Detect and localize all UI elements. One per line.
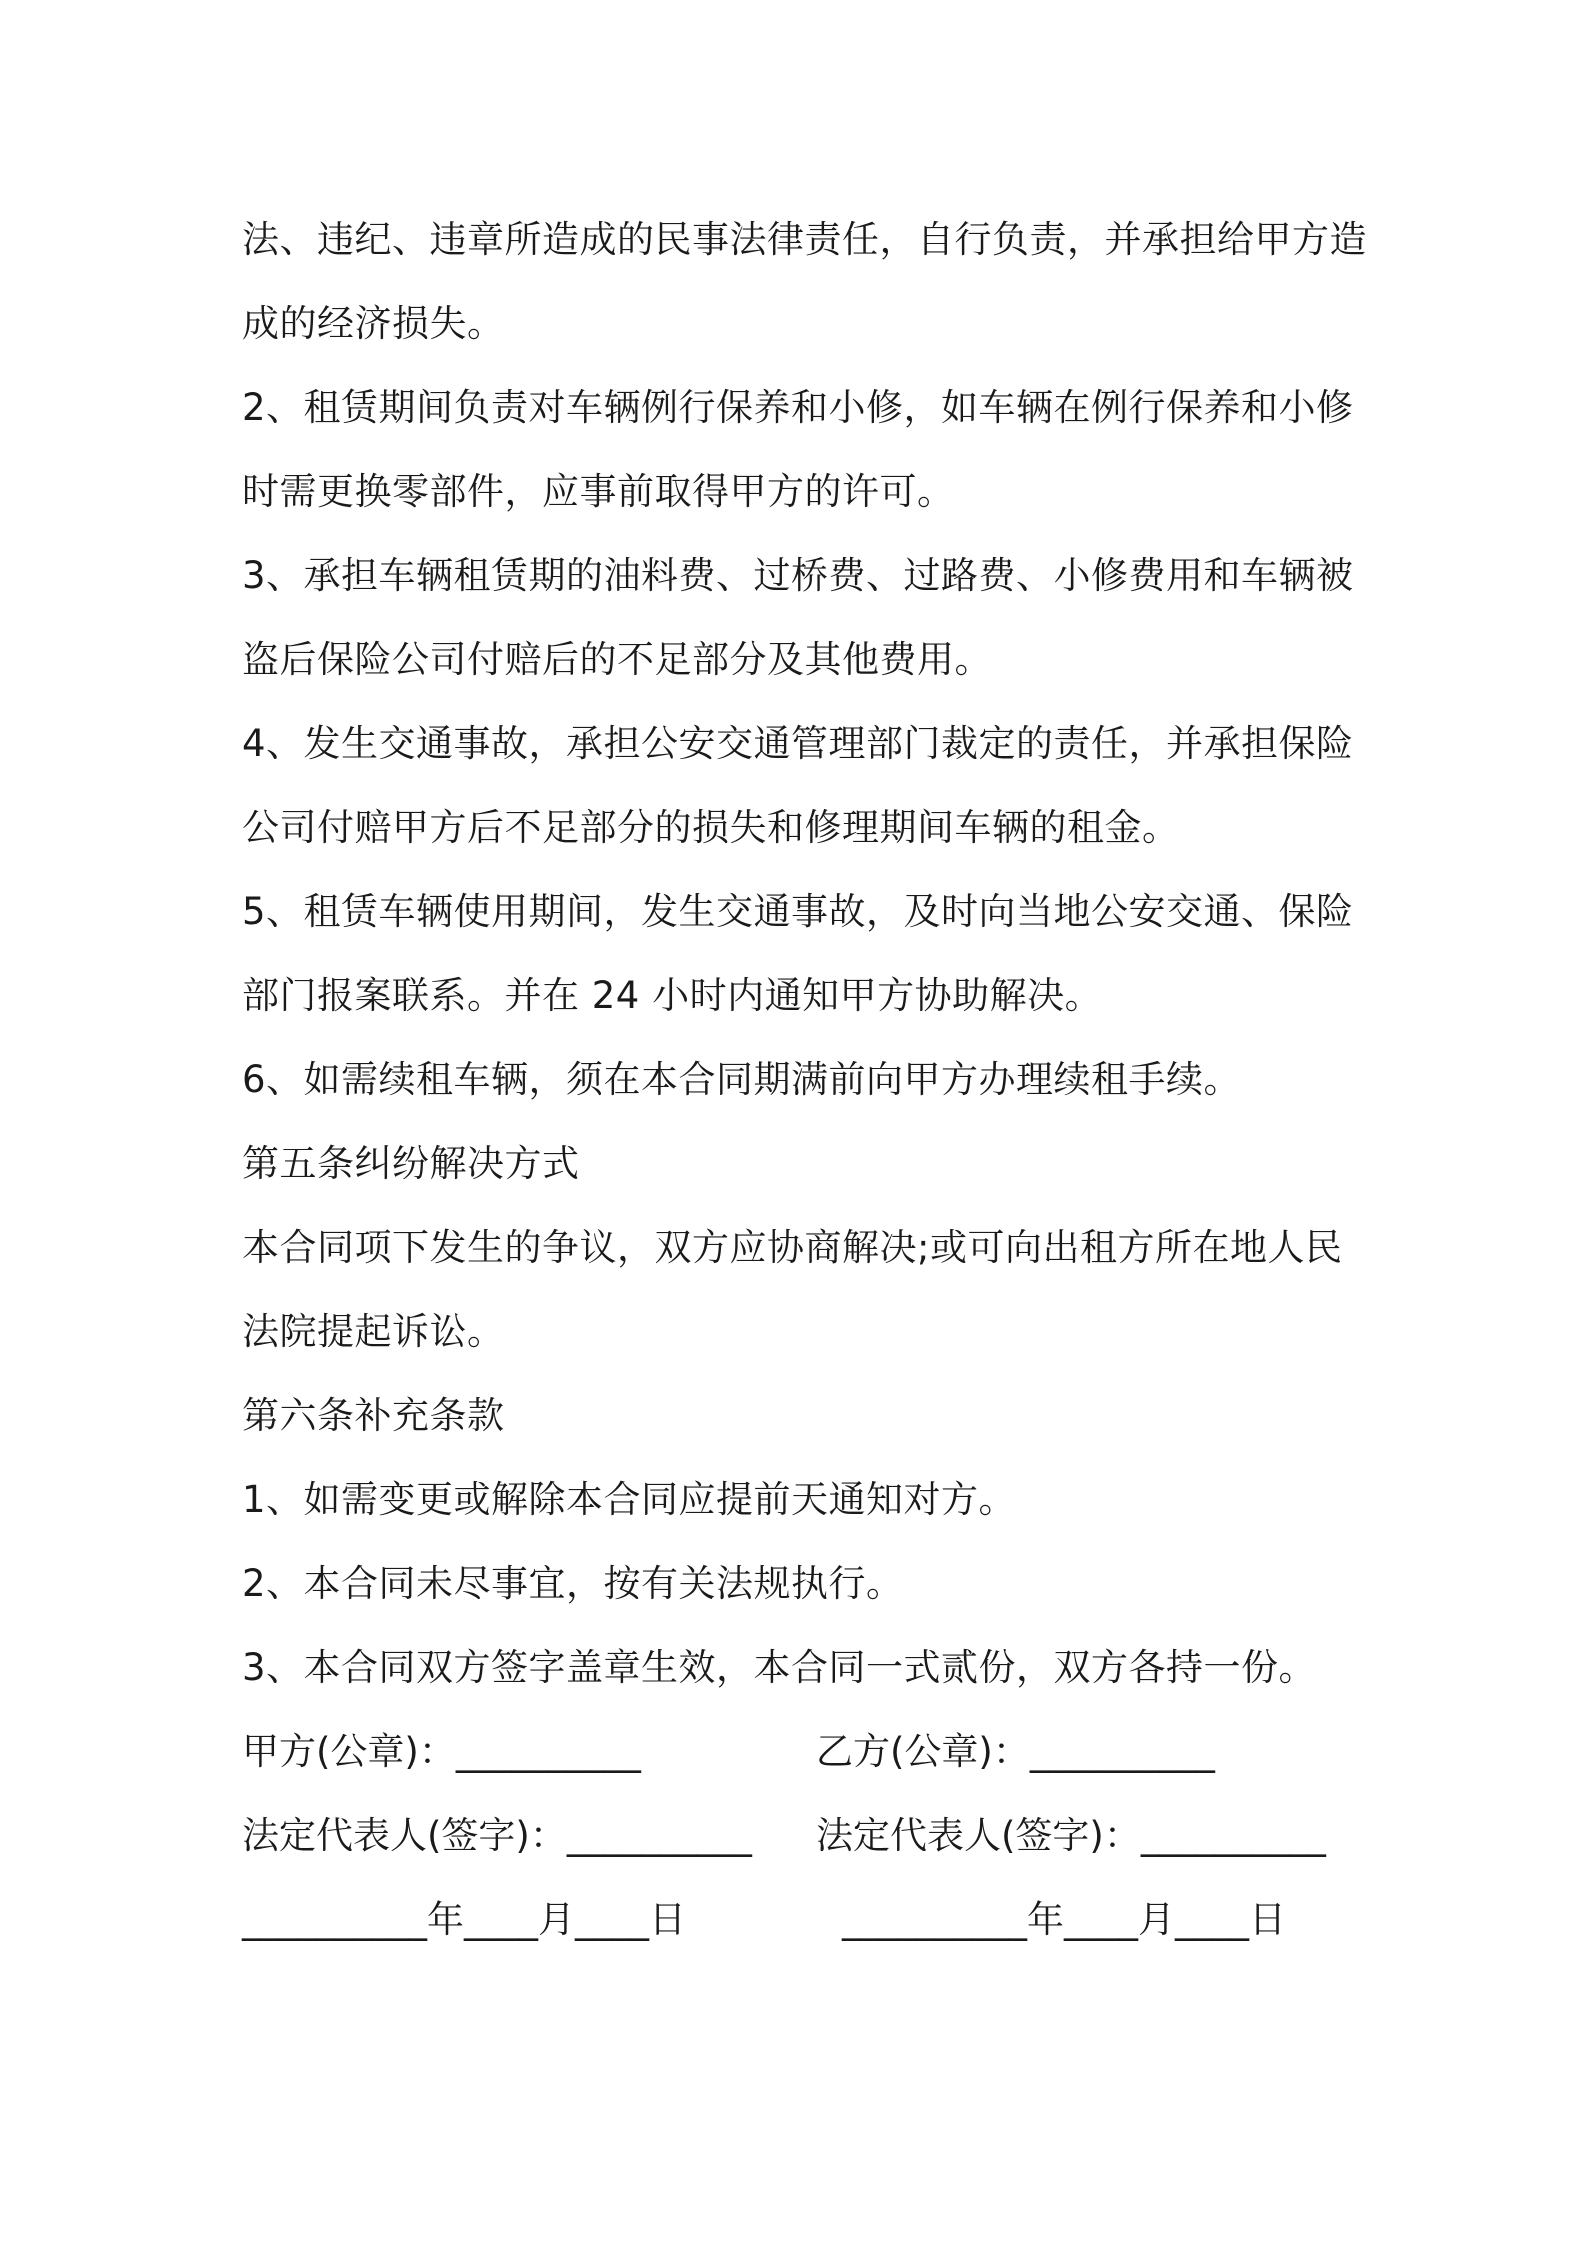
party-b-seal-field: 乙方(公章)：__________	[816, 1730, 1215, 1773]
paragraph-line: 法、违纪、违章所造成的民事法律责任，自行负责，并承担给甲方造	[242, 218, 1367, 261]
party-b-representative-field: 法定代表人(签字)：__________	[816, 1814, 1326, 1857]
paragraph-line: 本合同项下发生的争议，双方应协商解决;或可向出租方所在地人民	[242, 1226, 1343, 1269]
paragraph-line: 6、如需续租车辆，须在本合同期满前向甲方办理续租手续。	[242, 1058, 1242, 1101]
party-a-seal-field: 甲方(公章)：__________	[242, 1730, 641, 1773]
representative-row	[242, 1794, 1362, 1878]
paragraph-line: 公司付赔甲方后不足部分的损失和修理期间车辆的租金。	[242, 806, 1180, 849]
party-a-date-field: __________年____月____日	[242, 1898, 686, 1941]
paragraph-line: 盗后保险公司付赔后的不足部分及其他费用。	[242, 638, 992, 681]
paragraph-line: 部门报案联系。并在 24 小时内通知甲方协助解决。	[242, 974, 1103, 1017]
paragraph-line: 成的经济损失。	[242, 302, 505, 345]
party-a-representative-field: 法定代表人(签字)：__________	[242, 1814, 752, 1857]
paragraph-line: 法院提起诉讼。	[242, 1310, 505, 1353]
section-heading: 第五条纠纷解决方式	[242, 1142, 580, 1185]
paragraph-line: 3、承担车辆租赁期的油料费、过桥费、过路费、小修费用和车辆被	[242, 554, 1354, 597]
seal-row	[242, 1710, 1362, 1794]
date-row	[242, 1878, 1362, 1962]
party-b-date-field: __________年____月____日	[842, 1898, 1286, 1941]
paragraph-line: 5、租赁车辆使用期间，发生交通事故，及时向当地公安交通、保险	[242, 890, 1354, 933]
paragraph-line: 1、如需变更或解除本合同应提前天通知对方。	[242, 1478, 1017, 1521]
section-heading: 第六条补充条款	[242, 1394, 505, 1437]
paragraph-line: 2、租赁期间负责对车辆例行保养和小修，如车辆在例行保养和小修	[242, 386, 1354, 429]
paragraph-line: 时需更换零部件，应事前取得甲方的许可。	[242, 470, 955, 513]
paragraph-line: 4、发生交通事故，承担公安交通管理部门裁定的责任，并承担保险	[242, 722, 1354, 765]
paragraph-line: 3、本合同双方签字盖章生效，本合同一式贰份，双方各持一份。	[242, 1646, 1317, 1689]
document-body	[242, 198, 1367, 1962]
paragraph-line: 2、本合同未尽事宜，按有关法规执行。	[242, 1562, 904, 1605]
